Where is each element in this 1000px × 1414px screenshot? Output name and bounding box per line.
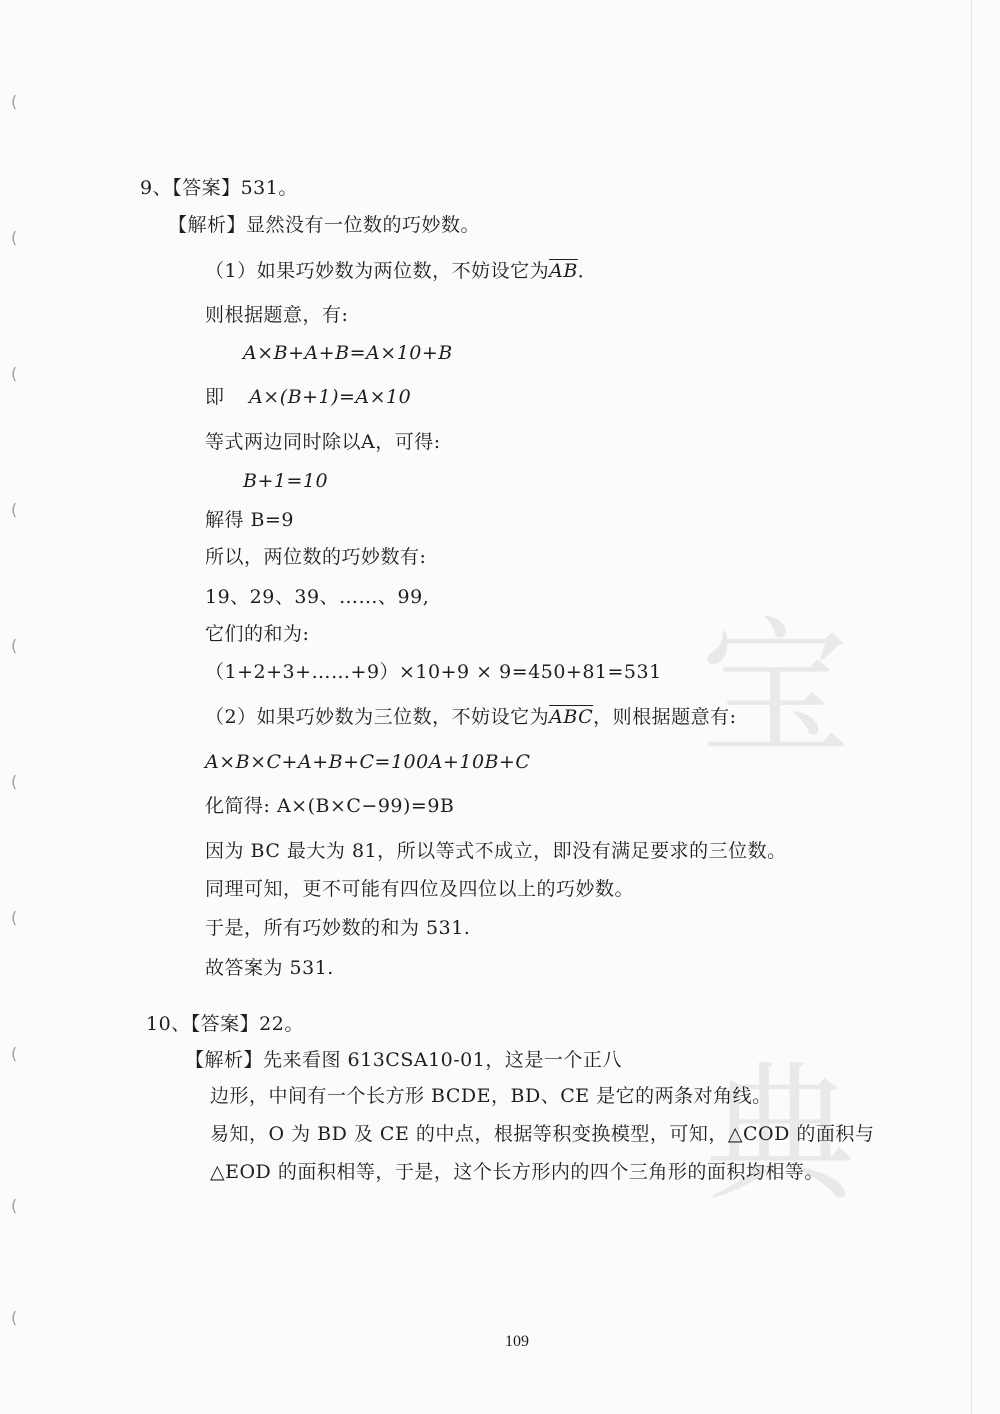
q9-case2: [205, 705, 737, 729]
binder-hole: (: [11, 1308, 18, 1327]
q10-analysis-3: 易知，O 为 BD 及 CE 的中点，根据等积变换模型，可知，△COD 的面积与: [210, 1123, 875, 1145]
binder-hole: (: [11, 1044, 18, 1063]
q9-so: 所以，两位数的巧妙数有:: [205, 546, 427, 568]
q9-sum-label: 它们的和为:: [205, 623, 310, 645]
q9-case1-var: $\overline{AB}$: [549, 260, 578, 282]
binder-hole: (: [11, 364, 18, 383]
page-number: 109: [505, 1333, 529, 1350]
binder-hole: (: [11, 636, 18, 655]
q10-analysis-2: 边形，中间有一个长方形 BCDE，BD、CE 是它的两条对角线。: [210, 1085, 772, 1107]
q9-eq2: A×(B+1)=A×10: [249, 386, 412, 408]
q9-eq3: B+1=10: [243, 470, 329, 492]
q9-answer: 9、【答案】531。: [140, 177, 298, 199]
binder-hole: (: [11, 908, 18, 927]
q9-final: 故答案为 531.: [205, 957, 334, 979]
binder-hole: (: [11, 1196, 18, 1215]
q9-ji: 即: [205, 386, 225, 408]
q10-answer: 10、【答案】22。: [146, 1013, 304, 1035]
q10-analysis-4: △EOD 的面积相等，于是，这个长方形内的四个三角形的面积均相等。: [210, 1161, 824, 1183]
q9-eq4: A×B×C+A+B+C=100A+10B+C: [205, 751, 531, 773]
watermark-char: 宝: [700, 603, 851, 777]
q9-total: 于是，所有巧妙数的和为 531.: [205, 917, 471, 939]
q9-then: 则根据题意，有:: [205, 304, 349, 326]
q9-eq1: A×B+A+B=A×10+B: [243, 342, 453, 364]
q9-case1-text: （1）如果巧妙数为两位数，不妨设它为: [205, 260, 550, 282]
q9-case1: [205, 259, 597, 283]
binder-hole: (: [11, 92, 18, 111]
q9-reason: 因为 BC 最大为 81，所以等式不成立，即没有满足要求的三位数。: [205, 840, 787, 862]
q9-case2-var: $\overline{ABC}$: [549, 706, 594, 728]
q9-simplify: 化简得: A×(B×C−99)=9B: [205, 795, 455, 817]
q9-eq2-line: [205, 385, 411, 409]
q10-analysis-1: 【解析】先来看图 613CSA10-01，这是一个正八: [185, 1049, 622, 1071]
q9-analysis: 【解析】显然没有一位数的巧妙数。: [168, 214, 481, 236]
q9-case2-end: ，则根据题意有:: [593, 706, 737, 728]
q9-case1-end: ．: [577, 260, 598, 282]
q9-list: 19、29、39、……、99,: [205, 586, 430, 608]
binder-hole: (: [11, 500, 18, 519]
q9-divide: 等式两边同时除以A，可得:: [205, 431, 441, 453]
binder-hole: (: [11, 772, 18, 791]
watermark-char: 典: [705, 1048, 856, 1222]
page-edge: [971, 0, 972, 1414]
q9-sum-eq: （1+2+3+……+9）×10+9 × 9=450+81=531: [205, 661, 662, 683]
q9-case2-text: （2）如果巧妙数为三位数，不妨设它为: [205, 706, 550, 728]
q9-same: 同理可知，更不可能有四位及四位以上的巧妙数。: [205, 878, 635, 900]
binder-hole: (: [11, 228, 18, 247]
q9-solve: 解得 B=9: [205, 509, 295, 531]
